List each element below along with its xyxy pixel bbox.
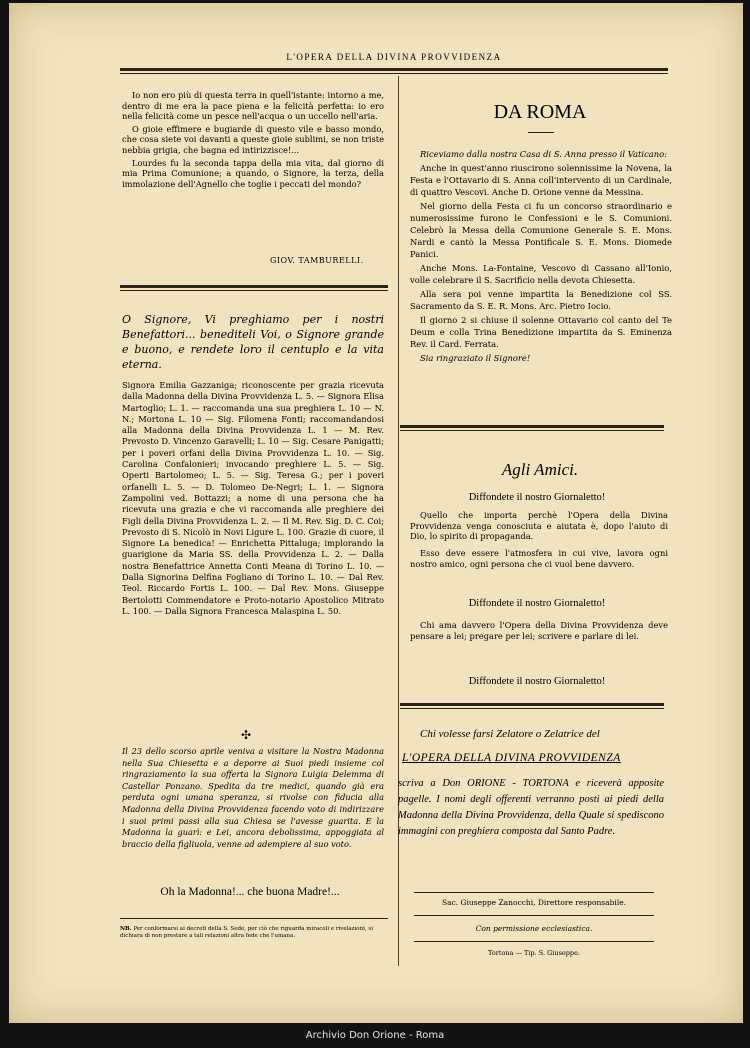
zelatore-rule-thin	[400, 708, 664, 709]
intro-paragraph-3: Lourdes fu la seconda tappa della mia vita, dal giorno di mia Prima Comunione; a quando, o Signore, la terza, della immolazione dell'Agnello che toglie i peccati del mondo?	[122, 157, 384, 189]
nb-text: Per conformarsi ai decreti della S. Sede, per ciò che riguarda miracoli e rivelazioni, si dichiara di non prestare a tali relazioni altra fede che l'umana.	[120, 926, 373, 939]
left-footer-rule	[120, 918, 388, 919]
da-roma-paragraph-2: Nel giorno della Festa ci fu un concorso straordinario e numerosissime furono le Confessioni e le S. Comunioni. Celebrò la Messa della Comunione Generale S. E. Mons. Nardi e cantò la Messa Pontificale S. E. Mons. Diomede Panici.	[410, 201, 672, 259]
da-roma-paragraph-4: Alla sera poi venne impartita la Benedizione col SS. Sacramento da S. E. R. Mons. Arc. Pietro Iocio.	[410, 289, 672, 311]
zelatore-line: Chi volesse farsi Zelatore o Zelatrice del	[420, 728, 600, 740]
da-roma-paragraph-5: Il giorno 2 si chiuse il solenne Ottavario col canto del Te Deum e colla Trina Benedizione impartita da S. Eminenza Rev. il Card. Ferrata.	[410, 315, 672, 349]
da-roma-paragraph-1: Anche in quest'anno riuscirono solennissime la Novena, la Festa e l'Ottavario di S. Anna coll'intervento di un Cardinale, di quattro Vescovi. Anche D. Orione venne da Messina.	[410, 163, 672, 197]
intro-paragraph-2: O gioie effimere e bugiarde di questo vile e basso mondo, che cosa siete voi davanti a queste gioie sublimi, se non triste nebbia grigia, che bagna ed intirizzisce!...	[122, 123, 384, 155]
da-roma-subtitle: Riceviamo dalla nostra Casa di S. Anna presso il Vaticano:	[420, 149, 668, 159]
zelatore-body: scriva a Don ORIONE - TORTONA e riceverà apposite pagelle. I nomi degli offerenti verranno posti ai piedi della Madonna della Divina Provvidenza, della Quale si spediscono immagini con preghiera composta dal Santo Padre.	[398, 778, 664, 837]
opera-name-handwritten: L'OPERA DELLA DIVINA PROVVIDENZA	[402, 752, 621, 764]
intro-paragraph-1: Io non ero più di questa terra in quell'istante: intorno a me, dentro di me era la pace piena e la felicità perfetta: io ero nella felicità come un pesce nell'acqua o un uccello nell'aria.	[122, 90, 384, 122]
right-section-rule-thin	[400, 430, 664, 431]
agli-amici-title: Agli Amici.	[501, 460, 579, 479]
diffondete-heading-3: Diffondete il nostro Giornaletto!	[468, 676, 606, 687]
left-section-rule-thin	[120, 290, 388, 291]
right-section-rule-thick	[400, 425, 664, 428]
director-line: Sac. Giuseppe Zanocchi, Direttore responsabile.	[441, 898, 627, 907]
intro-text	[122, 90, 384, 250]
da-roma-title: DA ROMA	[493, 101, 587, 123]
diffondete-heading-1: Diffondete il nostro Giornaletto!	[468, 492, 606, 503]
printer-line: Tortona — Tip. S. Giuseppe.	[487, 949, 580, 957]
agli-paragraph-3: Chi ama davvero l'Opera della Divina Provvidenza deve pensare a lei; pregare per lei; scrivere e parlare di lei.	[410, 620, 668, 641]
director-rule-bottom	[414, 915, 654, 916]
grace-story: Il 23 dello scorso aprile veniva a visitare la Nostra Madonna nella Sua Chiesetta e a deporre ai Suoi piedi insieme col ringraziamento la sua offerta la Signora Luigia Delemma di Castellar Ponzano. Spedita da tre medici, quando già era perduta ogni umana speranza, si rivolse con fiducia alla Madonna della Divina Provvidenza facendo voto di indirizzare i suoi primi passi alla sua Chiesa se l'avesse guarita. E la Madonna la guarì: e Lei, ancora debolissima, appoggiata al braccio della figliuola, venne ad adempiere al suo voto.	[122, 746, 384, 849]
zelatore-rule-thick	[400, 703, 664, 706]
header-rule-thick	[120, 68, 668, 71]
diffondete-heading-2: Diffondete il nostro Giornaletto!	[468, 598, 606, 609]
header-rule-thin	[120, 73, 668, 74]
ecclesiastical-permission: Con permissione ecclesiastica.	[475, 924, 593, 933]
director-rule-top	[414, 892, 654, 893]
separator-ornament: ✣	[240, 728, 252, 742]
nb-label: NB.	[120, 926, 132, 932]
prayer-text: O Signore, Vi preghiamo per i nostri Benefattori... benediteli Voi, o Signore grande e buono, e rendete loro il centuplo e la vita eterna.	[122, 313, 384, 371]
permission-rule	[414, 941, 654, 942]
running-header: L'OPERA DELLA DIVINA PROVVIDENZA	[286, 52, 502, 62]
da-roma-paragraph-3: Anche Mons. La-Fontaine, Vescovo di Cassano all'Ionio, volle celebrare il S. Sacrificio nella devota Chiesetta.	[410, 263, 672, 285]
donors-list: Signora Emilia Gazzaniga; riconoscente per grazia ricevuta dalla Madonna della Divina Provvidenza L. 5. — Signora Elisa Martoglio; L. 1. — raccomanda una sua preghiera L. 10 — N. N.; Mortona L. 10 — Sig. Filomena Fonti; raccomandandosi alla Madonna della Divina Provvidenza L. 1 — M. Rev. Prevosto D. Vincenzo Garavelli; L. 10 — Sig. Cesare Panigatti; per i poveri orfani della Divina Provvidenza L. 10. — Sig. Carolina Confalonieri; invocando preghiere L. 5. — Sig. Operti Bartolomeo; L. 5. — Sig. Teresa G.; per i poveri orfanelli L. 5. — D. Tolomeo De-Negri; L. 1. — Signora Zampolini ved. Bottazzi; a nome di una persona che ha ricevuta una grazia e che vi raccomanda alle preghiere dei Figli della Divina Provvidenza L. 2. — Il M. Rev. Sig. D. C. Coi; Prevosto di S. Nicolò in Novi Ligure L. 100. Grazie di cuore, il Signore La benedica! — Enrichetta Pittaluga; implorando la guarigione da Maria SS. della Provvidenza L. 2. — Dalla nostra Benefattrice Annetta Conti Meana di Torino L. 10. — Dalla Signorina Delfina Fogliano di Torino L. 10. — Dal Rev. Teol. Riccardo Fortis L. 100. — Dal Rev. Mons. Giuseppe Bertolotti Commendatore e Proto-notario Apostolico Mitrato L. 100. — Dalla Signora Francesca Malaspina L. 50.	[122, 380, 384, 616]
nb-footnote	[120, 926, 382, 940]
da-roma-body	[410, 148, 672, 418]
agli-paragraph-2: Esso deve essere l'atmosfera in cui vive, lavora ogni nostro amico, ogni persona che ci vuol bene davvero.	[410, 548, 668, 569]
left-section-rule-thick	[120, 285, 388, 288]
agli-paragraph-1: Quello che importa perchè l'Opera della Divina Provvidenza venga conosciuta e aiutata è, dopo l'aiuto di Dio, lo spirito di propaganda.	[410, 510, 668, 542]
author-signature: GIOV. TAMBURELLI.	[270, 256, 364, 265]
title-underline	[528, 132, 554, 133]
closing-exclamation: Oh la Madonna!... che buona Madre!...	[160, 886, 340, 898]
archive-caption: Archivio Don Orione - Roma	[305, 1030, 445, 1041]
da-roma-thanks: Sia ringraziato il Signore!	[420, 353, 531, 363]
